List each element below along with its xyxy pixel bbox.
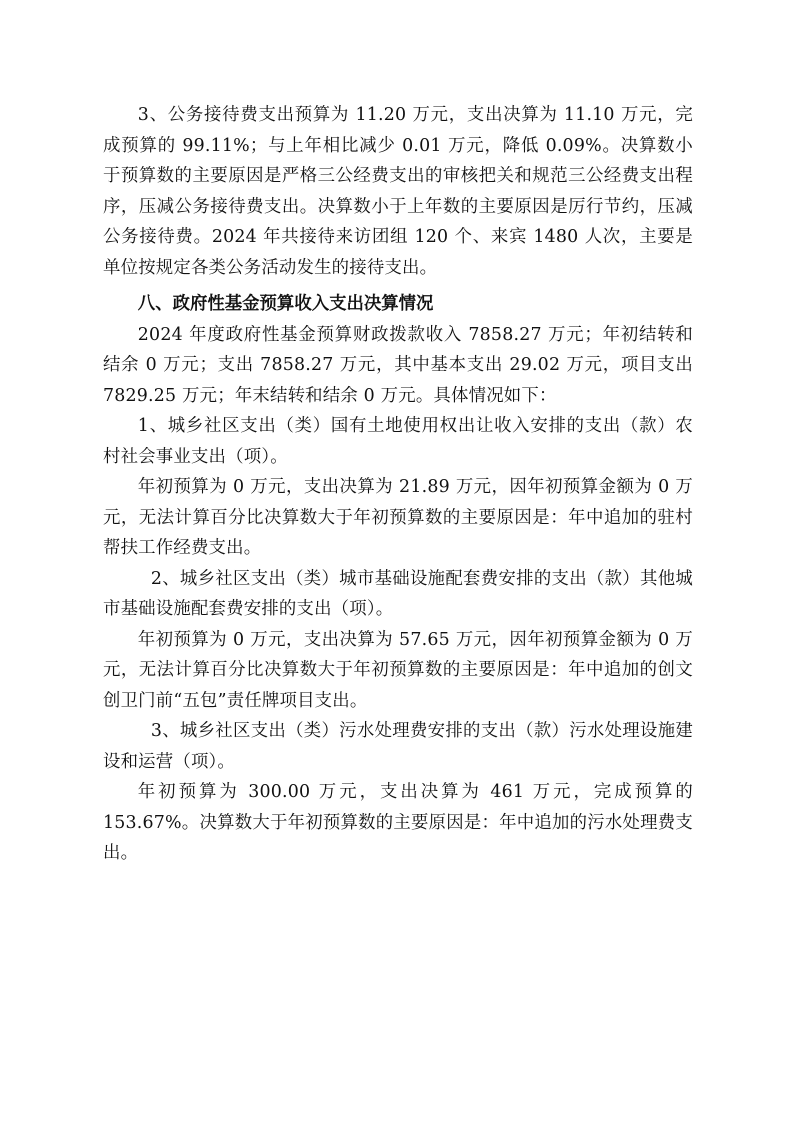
paragraph-reception-expense: 3、公务接待费支出预算为 11.20 万元，支出决算为 11.10 万元，完成预算的 99.11%；与上年相比减少 0.01 万元，降低 0.09%。决算数小于预算数的主要原因是严格三公经费支出的审核把关和规范三公经费支出程序，压减公务接待费支出。决算数小于上年数的主要原因是厉行节约，压减公务接待费。2024 年共接待来访团组 120 个、来宾 1480 人次，主要是单位按规定各类公务活动发生的接待支出。 — [103, 105, 693, 278]
paragraph-item-1: 1、城乡社区支出（类）国有土地使用权出让收入安排的支出（款）农村社会事业支出（项）。 — [103, 416, 693, 467]
paragraph-item-1-detail: 年初预算为 0 万元，支出决算为 21.89 万元，因年初预算金额为 0 万元，无法计算百分比决算数大于年初预算数的主要原因是：年中追加的驻村帮扶工作经费支出。 — [103, 477, 693, 558]
paragraph-item-3: 3、城乡社区支出（类）污水处理费安排的支出（款）污水处理设施建设和运营（项）。 — [103, 721, 693, 772]
document-page — [103, 100, 693, 869]
section-heading: 八、政府性基金预算收入支出决算情况 — [137, 294, 434, 314]
paragraph-item-3-detail: 年初预算为 300.00 万元，支出决算为 461 万元，完成预算的 153.67%。决算数大于年初预算数的主要原因是：年中追加的污水处理费支出。 — [103, 782, 693, 863]
paragraph-item-2-detail: 年初预算为 0 万元，支出决算为 57.65 万元，因年初预算金额为 0 万元，无法计算百分比决算数大于年初预算数的主要原因是：年中追加的创文创卫门前“五包”责任牌项目支出。 — [103, 629, 693, 711]
paragraph-item-2: 2、城乡社区支出（类）城市基础设施配套费安排的支出（款）其他城市基础设施配套费安排的支出（项）。 — [103, 568, 693, 619]
paragraph-fund-overview: 2024 年度政府性基金预算财政拨款收入 7858.27 万元；年初结转和结余 0 万元；支出 7858.27 万元，其中基本支出 29.02 万元，项目支出 7829.25 万元；年末结转和结余 0 万元。具体情况如下： — [103, 324, 693, 406]
